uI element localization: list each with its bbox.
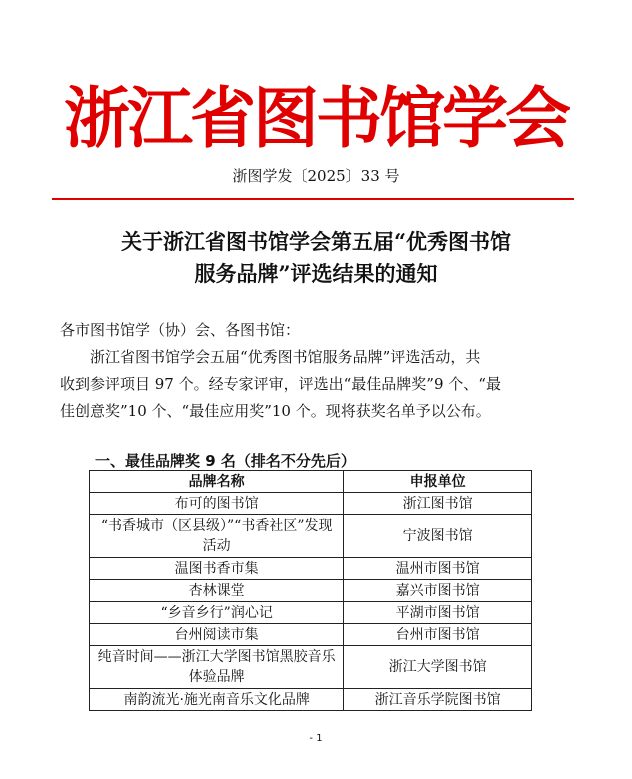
section-heading-best-brand: 一、最佳品牌奖 9 名（排名不分先后）: [95, 452, 356, 470]
page-number: - 1: [309, 733, 323, 744]
column-header-brand: 品牌名称: [90, 471, 344, 493]
red-rule-divider: [52, 198, 574, 200]
salutation: 各市图书馆学（协）会、各图书馆：: [60, 321, 301, 339]
document-number: 浙图学发〔2025〕33 号: [232, 167, 400, 185]
table-row: [90, 580, 532, 602]
brand-name-cell: 纯音时间——浙江大学图书馆黑胶音乐体验品牌: [90, 646, 344, 689]
body-paragraph-line-3: 佳创意奖”10 个、“最佳应用奖”10 个。现将获奖名单予以公布。: [60, 402, 491, 420]
table-row: [90, 602, 532, 624]
award-table: [89, 470, 532, 711]
unit-cell: 浙江大学图书馆: [344, 646, 532, 689]
body-paragraph-line-1: 浙江省图书馆学会五届“优秀图书馆服务品牌”评选活动，共: [90, 348, 481, 366]
brand-name-cell: “书香城市（区县级）”“书香社区”发现活动: [90, 515, 344, 558]
brand-name-cell: “乡音乡行”润心记: [90, 602, 344, 624]
notice-title-line-1: 关于浙江省图书馆学会第五届“优秀图书馆: [120, 229, 512, 254]
notice-title-line-2: 服务品牌”评选结果的通知: [194, 261, 438, 286]
brand-name-cell: 南韵流光·施光南音乐文化品牌: [90, 689, 344, 711]
table-row: [90, 558, 532, 580]
body-paragraph-line-2: 收到参评项目 97 个。经专家评审，评选出“最佳品牌奖”9 个、“最: [60, 375, 501, 393]
brand-name-cell: 布可的图书馆: [90, 493, 344, 515]
table-row: [90, 624, 532, 646]
unit-cell: 嘉兴市图书馆: [344, 580, 532, 602]
unit-cell: 台州市图书馆: [344, 624, 532, 646]
brand-name-cell: 温图书香市集: [90, 558, 344, 580]
unit-cell: 宁波图书馆: [344, 515, 532, 558]
organization-name: 浙江省图书馆学会: [64, 79, 568, 157]
table-header-row: [90, 471, 532, 493]
body-paragraph: [60, 344, 570, 425]
brand-name-cell: 台州阅读市集: [90, 624, 344, 646]
brand-name-cell: 杏林课堂: [90, 580, 344, 602]
table-row: [90, 689, 532, 711]
unit-cell: 浙江图书馆: [344, 493, 532, 515]
table-row: [90, 493, 532, 515]
notice-title: [0, 226, 632, 290]
table-row: [90, 515, 532, 558]
unit-cell: 平湖市图书馆: [344, 602, 532, 624]
unit-cell: 温州市图书馆: [344, 558, 532, 580]
unit-cell: 浙江音乐学院图书馆: [344, 689, 532, 711]
table-row: [90, 646, 532, 689]
column-header-unit: 申报单位: [344, 471, 532, 493]
